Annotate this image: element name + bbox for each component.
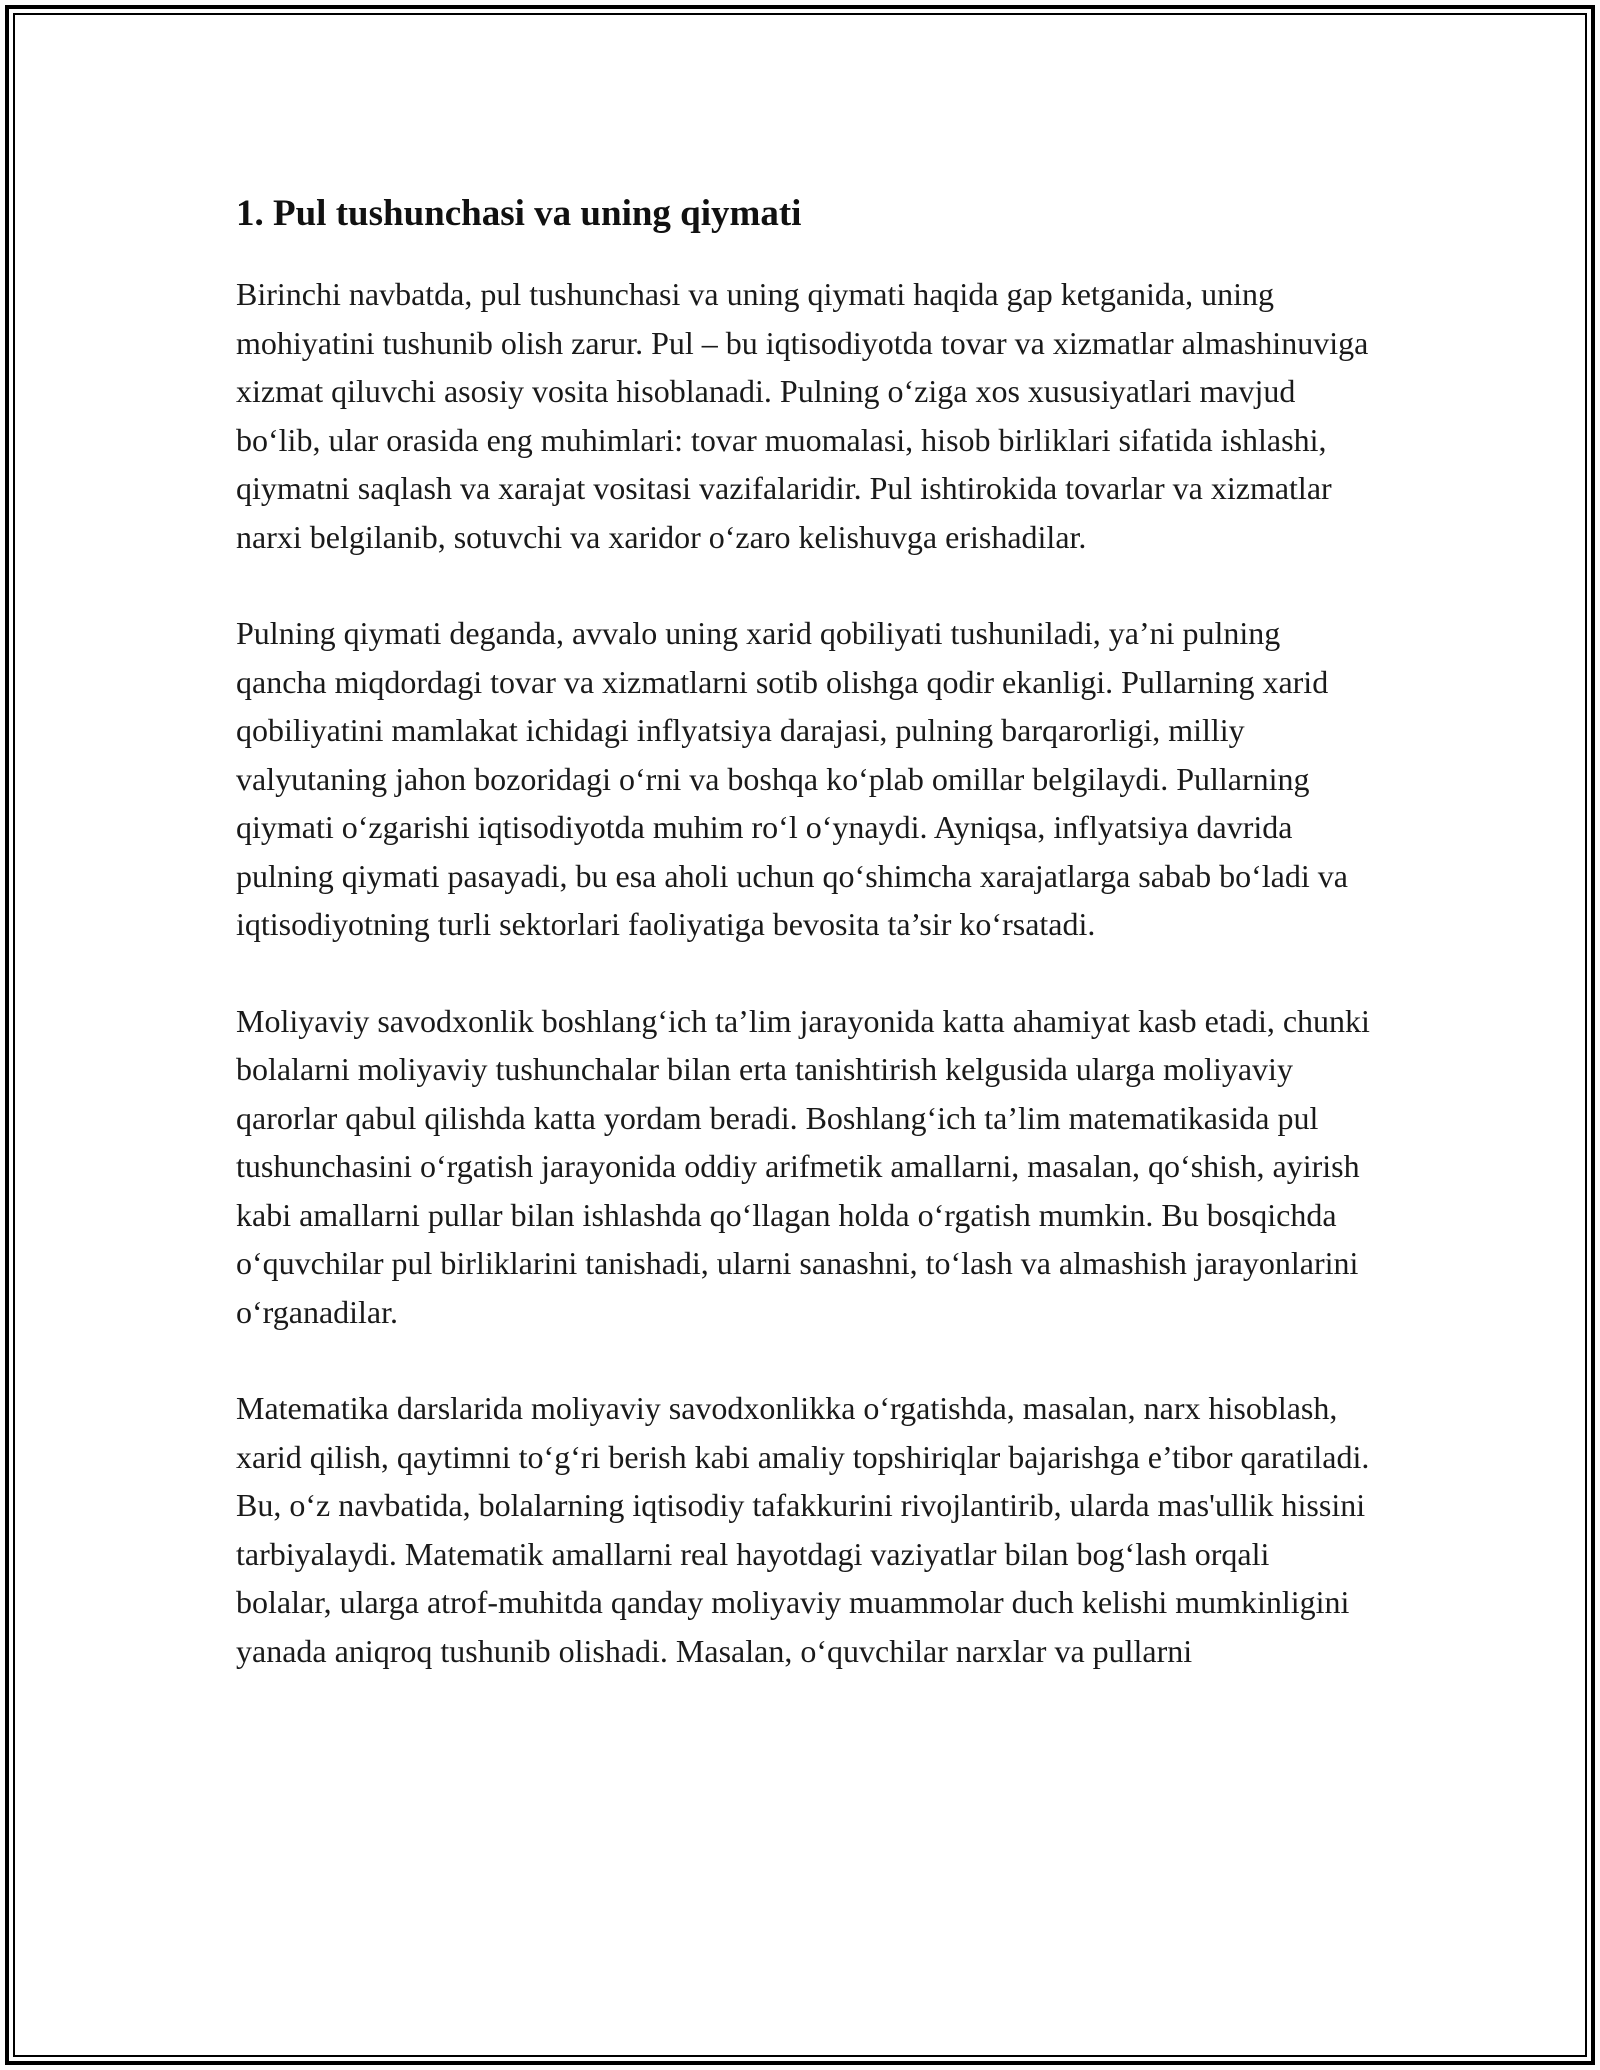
section-heading: 1. Pul tushunchasi va uning qiymati (236, 193, 802, 234)
paragraph-1: Birinchi navbatda, pul tushunchasi va uning qiymati haqida gap ketganida, uning mohiyatini tushunib olish zarur. Pul – bu iqtisodiyotda tovar va xizmatlar almashinuviga xizmat qiluvchi asosiy vosita hisoblanadi. Pulning o‘ziga xos xususiyatlari mavjud bo‘lib, ular orasida eng muhimlari: tovar muomalasi, hisob birliklari sifatida ishlashi, qiymatni saqlash va xarajat vositasi vazifalaridir. Pul ishtirokida tovarlar va xizmatlar narxi belgilanib, sotuvchi va xaridor o‘zaro kelishuvga erishadilar. (236, 276, 1369, 555)
document-body (236, 188, 1370, 1723)
paragraph-2: Pulning qiymati deganda, avvalo uning xarid qobiliyati tushuniladi, ya’ni pulning qancha miqdordagi tovar va xizmatlarni sotib olishga qodir ekanligi. Pullarning xarid qobiliyatini mamlakat ichidagi inflyatsiya darajasi, pulning barqarorligi, milliy valyutaning jahon bozoridagi o‘rni va boshqa ko‘plab omillar belgilaydi. Pullarning qiymati o‘zgarishi iqtisodiyotda muhim ro‘l o‘ynaydi. Ayniqsa, inflyatsiya davrida pulning qiymati pasayadi, bu esa aholi uchun qo‘shimcha xarajatlarga sabab bo‘ladi va iqtisodiyotning turli sektorlari faoliyatiga bevosita ta’sir ko‘rsatadi. (236, 615, 1348, 942)
paragraph-4: Matematika darslarida moliyaviy savodxonlikka o‘rgatishda, masalan, narx hisoblash, xarid qilish, qaytimni to‘g‘ri berish kabi amaliy topshiriqlar bajarishga e’tibor qaratiladi. Bu, o‘z navbatida, bolalarning iqtisodiy tafakkurini rivojlantirib, ularda mas'ullik hissini tarbiyalaydi. Matematik amallarni real hayotdagi vaziyatlar bilan bog‘lash orqali bolalar, ularga atrof-muhitda qanday moliyaviy muammolar duch kelishi mumkinligini yanada aniqroq tushunib olishadi. Masalan, o‘quvchilar narxlar va pullarni (236, 1390, 1370, 1669)
paragraph-3: Moliyaviy savodxonlik boshlang‘ich ta’lim jarayonida katta ahamiyat kasb etadi, chunki bolalarni moliyaviy tushunchalar bilan erta tanishtirish kelgusida ularga moliyaviy qarorlar qabul qilishda katta yordam beradi. Boshlang‘ich ta’lim matematikasida pul tushunchasini o‘rgatish jarayonida oddiy arifmetik amallarni, masalan, qo‘shish, ayirish kabi amallarni pullar bilan ishlashda qo‘llagan holda o‘rgatish mumkin. Bu bosqichda o‘quvchilar pul birliklarini tanishadi, ularni sanashni, to‘lash va almashish jarayonlarini o‘rganadilar. (236, 1002, 1370, 1330)
